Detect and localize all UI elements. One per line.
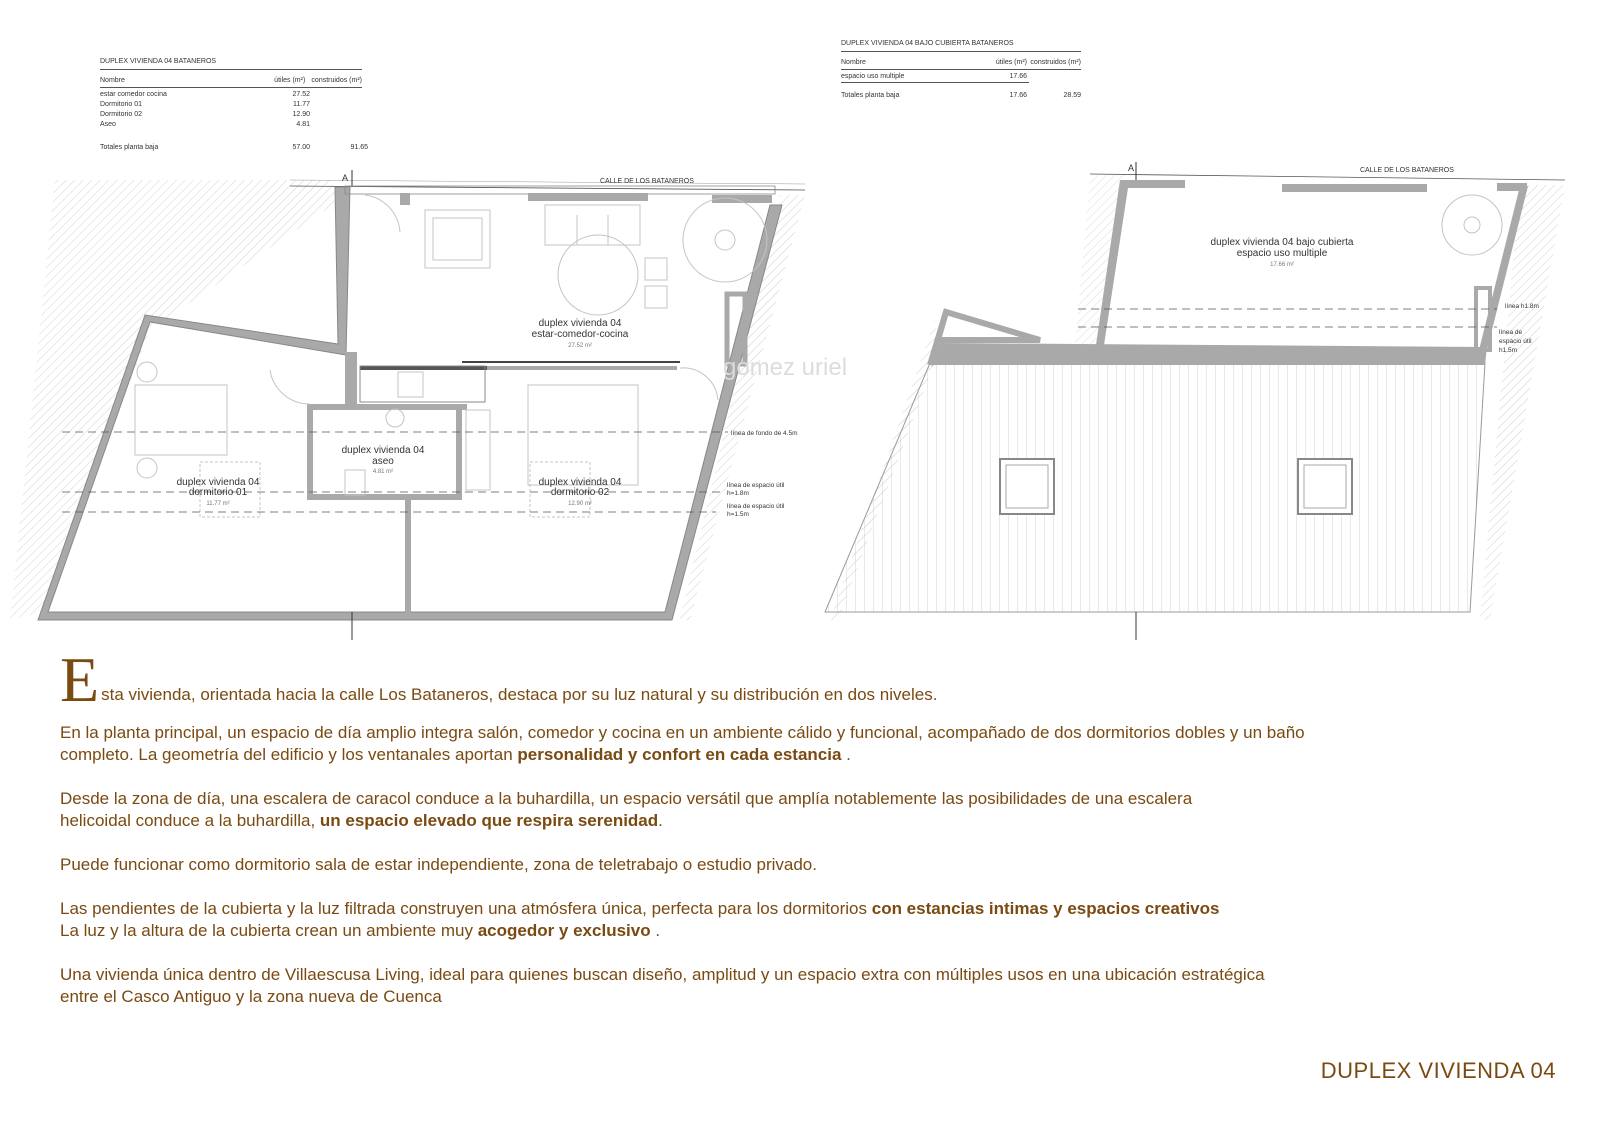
note: línea de xyxy=(1499,329,1523,336)
watermark: gomez uriel xyxy=(722,354,848,381)
note: espacio útil xyxy=(1499,338,1532,345)
note: h=1.8m xyxy=(727,490,749,497)
table-title: DUPLEX VIVIENDA 04 BATANEROS xyxy=(100,57,362,70)
paragraph-1: En la planta principal, un espacio de día amplio integra salón, comedor y cocina en un ambiente cálido y funcional, acompañado de dos dormitorios dobles y un baño xyxy=(60,723,1305,742)
room-label: duplex vivienda 04 bajo cubierta xyxy=(1210,237,1354,248)
header-construidos: construidos (m²) xyxy=(1030,59,1081,66)
header-name: Nombre xyxy=(100,77,125,84)
table-total-row: Totales planta baja 17.66 28.59 xyxy=(841,92,1081,99)
paragraph-1b: completo. La geometría del edificio y los ventanales aportan personalidad y confort en cada estancia . xyxy=(60,745,851,764)
table-row: Aseo 4.81 xyxy=(100,121,310,128)
table-row: Dormitorio 01 11.77 xyxy=(100,101,310,108)
note: h=1.5m xyxy=(727,511,749,518)
paragraph-4b: La luz y la altura de la cubierta crean un ambiente muy acogedor y exclusivo . xyxy=(60,921,661,940)
paragraph-3: Puede funcionar como dormitorio sala de estar independiente, zona de teletrabajo o estudio privado. xyxy=(60,855,817,874)
room-area: 12.90 m² xyxy=(568,501,592,507)
street-label: CALLE DE LOS BATANEROS xyxy=(600,178,694,185)
room-area: 27.52 m² xyxy=(568,343,592,349)
drop-cap: E xyxy=(60,644,100,715)
table-title: DUPLEX VIVIENDA 04 BAJO CUBIERTA BATANEROS xyxy=(841,39,1081,52)
header-utiles: útiles (m²) xyxy=(995,59,1027,66)
header-construidos: construidos (m²) xyxy=(311,77,362,84)
room-sub: dormitorio 01 xyxy=(188,487,248,498)
header-utiles: útiles (m²) xyxy=(274,77,306,84)
paragraph-2b: helicoidal conduce a la buhardilla, un espacio elevado que respira serenidad. xyxy=(60,811,663,830)
header-name: Nombre xyxy=(841,59,866,66)
hatch-right xyxy=(680,195,805,620)
room-area: 11.77 m² xyxy=(206,501,230,507)
plan-right xyxy=(825,162,1565,640)
note: línea h1.8m xyxy=(1505,303,1539,310)
roof xyxy=(825,363,1485,612)
room-sub: dormitorio 02 xyxy=(550,487,610,498)
note: línea de espacio útil xyxy=(727,503,785,510)
room-area: 17.66 m² xyxy=(1270,262,1294,268)
paragraph-5: Una vivienda única dentro de Villaescusa Living, ideal para quienes buscan diseño, amplitud y un espacio extra con múltiples usos en una ubicación estratégica xyxy=(60,965,1265,984)
section-mark: A xyxy=(342,173,349,183)
paragraph-2: Desde la zona de día, una escalera de caracol conduce a la buhardilla, un espacio versátil que amplía notablemente las posibilidades de una escalera xyxy=(60,789,1193,808)
room-label: duplex vivienda 04 xyxy=(341,445,425,456)
table-row: estar comedor cocina 27.52 xyxy=(100,91,310,98)
room-sub: estar-comedor-cocina xyxy=(531,329,629,340)
paragraph-5b: entre el Casco Antiguo y la zona nueva de Cuenca xyxy=(60,987,442,1006)
intro-paragraph: sta vivienda, orientada hacia la calle Los Bataneros, destaca por su luz natural y su distribución en dos niveles. xyxy=(101,685,938,704)
street-label: CALLE DE LOS BATANEROS xyxy=(1360,167,1454,174)
table-row: Dormitorio 02 12.90 xyxy=(100,111,310,118)
note: h1.5m xyxy=(1499,347,1518,354)
footer-title: DUPLEX VIVIENDA 04 xyxy=(1320,1058,1556,1083)
paragraph-4: Las pendientes de la cubierta y la luz filtrada construyen una atmósfera única, perfecta para los dormitorios con estancias intimas y espacios creativos xyxy=(60,899,1220,918)
room-label: duplex vivienda 04 xyxy=(538,318,622,329)
room-label: duplex vivienda 04 xyxy=(538,477,622,488)
room-sub: espacio uso multiple xyxy=(1236,248,1328,259)
description xyxy=(60,644,1500,1008)
hatch-left xyxy=(10,180,340,620)
note: línea de espacio útil xyxy=(727,482,785,489)
note: línea de fondo de 4.5m xyxy=(731,430,798,437)
room-sub: aseo xyxy=(372,456,394,467)
room-label: duplex vivienda 04 xyxy=(176,477,260,488)
plan-left xyxy=(10,170,847,640)
room-area: 4.81 m² xyxy=(372,469,394,475)
table-total-row: Totales planta baja 57.00 91.65 xyxy=(100,144,368,151)
section-mark: A xyxy=(1128,163,1135,173)
table-row: espacio uso multiple 17.66 xyxy=(841,72,1029,83)
